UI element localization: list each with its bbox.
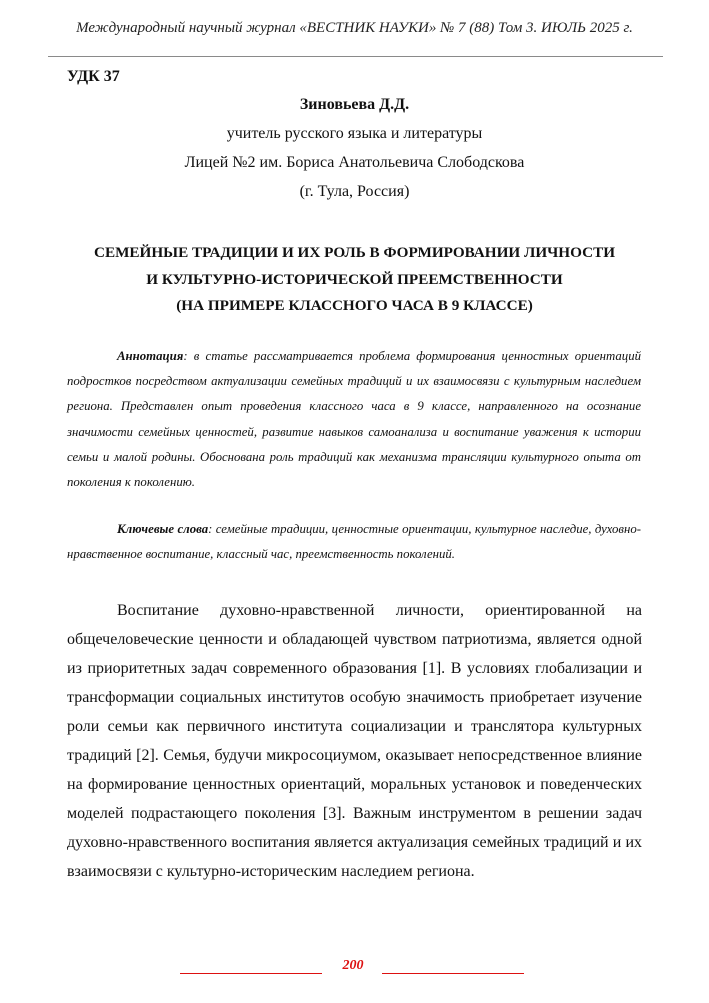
annotation	[67, 344, 641, 495]
title-line: (НА ПРИМЕРЕ КЛАССНОГО ЧАСА В 9 КЛАССЕ)	[176, 297, 533, 314]
author-name: Зиновьева Д.Д.	[299, 96, 410, 113]
page-number: 200	[342, 958, 364, 973]
annotation-label: Аннотация	[117, 349, 184, 363]
title-line: СЕМЕЙНЫЕ ТРАДИЦИИ И ИХ РОЛЬ В ФОРМИРОВАНИИ ЛИЧНОСТИ	[93, 244, 616, 261]
body-paragraph: Воспитание духовно-нравственной личности, ориентированной на общечеловеческие ценности и обладающей чувством патриотизма, является одной из приоритетных задач современного образования [1]. В условиях глобализации и трансформации социальных институтов особую значимость приобретает изучение роли семьи как первичного института социализации и транслятора культурных традиций [2]. Семья, будучи микросоциумом, оказывает непосредственное влияние на формирование ценностных ориентаций, моральных установок и поведенческих моделей подрастающего поколения [3]. Важным инструментом в решении задач духовно-нравственного воспитания является актуализация семейных традиций и их взаимосвязи с культурно-историческим наследием региона.	[67, 602, 642, 880]
author-position: учитель русского языка и литературы	[226, 125, 483, 142]
keywords-text: : семейные традиции, ценностные ориентации, культурное наследие, духовно-нравственное воспитание, классный час, преемственность поколений.	[67, 522, 641, 562]
journal-header: Международный научный журнал «ВЕСТНИК НАУКИ» № 7 (88) Том 3. ИЮЛЬ 2025 г.	[76, 20, 633, 36]
footer-line-right	[382, 973, 524, 974]
footer-line-left	[180, 973, 322, 974]
title-line: И КУЛЬТУРНО-ИСТОРИЧЕСКОЙ ПРЕЕМСТВЕННОСТИ	[146, 270, 563, 288]
page-footer	[0, 958, 709, 978]
article-title	[0, 240, 709, 320]
keywords-label: Ключевые слова	[117, 522, 209, 536]
annotation-text: : в статье рассматривается проблема формирования ценностных ориентаций подростков посредством актуализации семейных традиций и их взаимосвязи с культурным наследием региона. Представлен опыт проведения классного часа в 9 классе, направленного на осознание значимости семейных ценностей, развитие навыков самоанализа и воспитание уважения к истории семьи и малой родины. Обоснована роль традиций как механизма трансляции культурного опыта от поколения к поколению.	[67, 349, 641, 490]
author-organization: Лицей №2 им. Бориса Анатольевича Слободскова	[184, 154, 525, 171]
udk-code: УДК 37	[67, 68, 120, 85]
author-city: (г. Тула, Россия)	[299, 183, 410, 200]
header-divider	[48, 56, 663, 57]
keywords	[67, 517, 641, 567]
